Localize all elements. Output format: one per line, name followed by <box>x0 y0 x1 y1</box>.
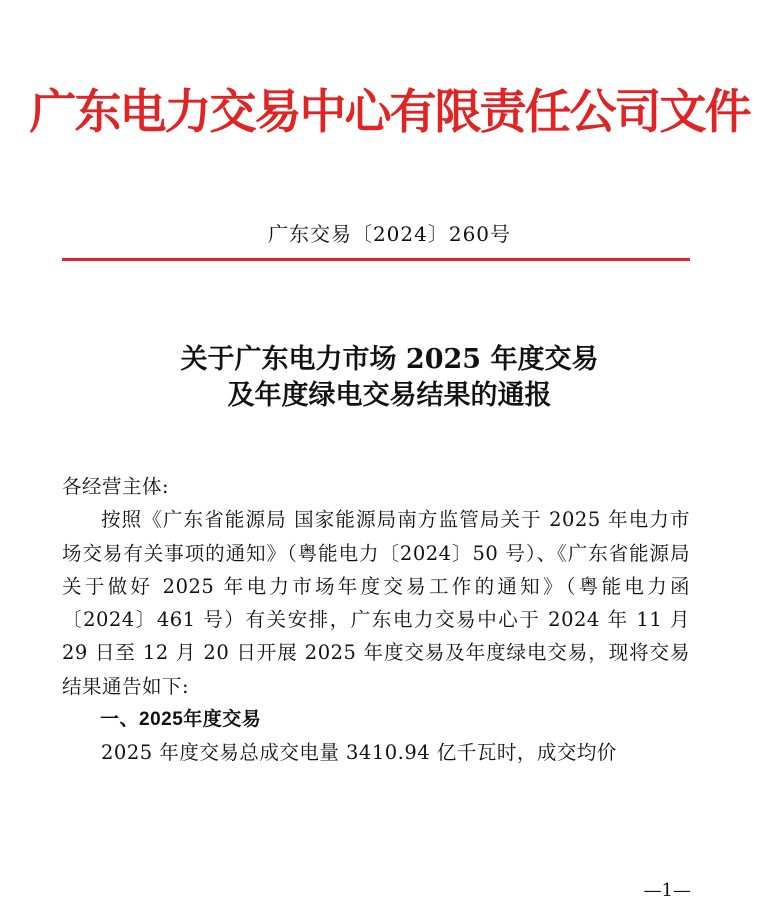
title-line-1: 关于广东电力市场 2025 年度交易 <box>180 344 599 375</box>
document-body <box>62 470 690 770</box>
addressee: 各经营主体: <box>62 475 170 498</box>
annual-trading-paragraph: 2025 年度交易总成交电量 3410.94 亿千瓦时，成交均价 <box>101 741 617 765</box>
red-divider-line <box>62 258 690 261</box>
document-title <box>0 342 779 414</box>
section-heading-annual-trading: 一、2025年度交易 <box>100 709 262 731</box>
document-masthead: 广东电力交易中心有限责任公司文件 <box>29 85 750 140</box>
page-number: —1— <box>643 880 691 901</box>
document-number: 广东交易〔2024〕260号 <box>267 222 512 246</box>
title-line-2: 及年度绿电交易结果的通报 <box>227 380 552 411</box>
intro-paragraph: 按照《广东省能源局 国家能源局南方监管局关于 2025 年电力市场交易有关事项的通知》（粤能电力〔2024〕50 号）、《广东省能源局关于做好 2025 年电力市场年度交易工作的通知》（粤能电力函〔2024〕461 号）有关安排，广东电力交易中心于 2024 年 11 月 29 日至 12 月 20 日开展 2025 年度交易及年度绿电交易，现将交易结果通告如下: <box>62 508 690 698</box>
